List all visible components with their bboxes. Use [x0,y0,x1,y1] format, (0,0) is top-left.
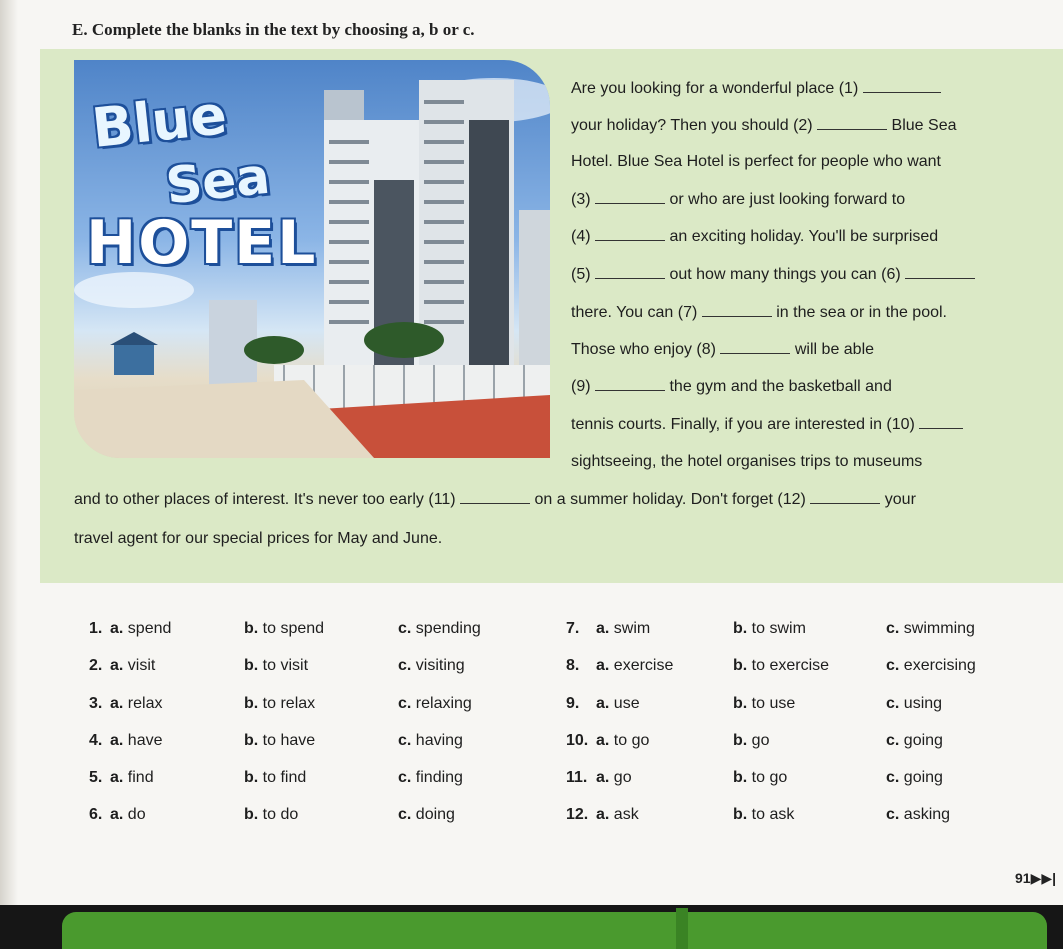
hotel-photo [74,60,550,458]
option-number [566,805,588,825]
option-text: find [127,769,154,786]
option-letter: c. [398,806,412,823]
option-letter: c. [398,695,412,712]
logo-word-sea: Sea [163,146,273,216]
option-text: to exercise [751,657,830,674]
option-text: asking [903,806,951,823]
option-b[interactable] [244,656,308,676]
text-line-2: your holiday? Then you should (2) Blue Sea [571,117,957,134]
page-number: 91▶▶| [1015,870,1057,886]
text-line-12: and to other places of interest. It's never too early (11) on a summer holiday. Don't forget (12) your [74,491,916,508]
option-letter: a. [596,732,610,749]
option-number-label: 6. [89,806,103,823]
option-c[interactable] [886,694,942,714]
option-b[interactable] [733,619,806,639]
option-c[interactable] [886,656,976,676]
option-text: go [751,732,770,749]
option-letter: b. [244,695,259,712]
option-number [566,731,588,751]
option-letter: a. [110,695,124,712]
option-letter: b. [244,620,259,637]
option-number-label: 12. [566,806,589,823]
option-letter: c. [886,769,900,786]
option-number-label: 3. [89,695,103,712]
next-page-notch [676,908,688,949]
option-text: do [127,806,146,823]
option-a[interactable] [596,619,650,639]
option-a[interactable] [110,619,171,639]
exercise-instruction: E. Complete the blanks in the text by choosing a, b or c. [72,20,475,39]
option-number [566,694,579,714]
option-number [89,805,102,825]
option-b[interactable] [244,694,315,714]
option-number [89,656,102,676]
option-letter: a. [596,657,610,674]
option-letter: a. [110,620,124,637]
blank-11[interactable] [460,489,530,504]
option-text: to go [613,732,650,749]
option-number [89,731,102,751]
option-number-label: 5. [89,769,103,786]
option-letter: b. [733,657,748,674]
option-text: to spend [262,620,325,637]
option-letter: b. [733,620,748,637]
option-letter: a. [596,620,610,637]
text-line-4: (3) or who are just looking forward to [571,191,906,208]
option-number-label: 2. [89,657,103,674]
option-letter: b. [733,806,748,823]
blank-6[interactable] [905,264,975,279]
option-letter: a. [110,657,124,674]
option-b[interactable] [733,694,795,714]
option-c[interactable] [398,805,455,825]
option-text: relax [127,695,163,712]
option-b[interactable] [244,731,315,751]
option-text: doing [415,806,455,823]
text-line-7: there. You can (7) in the sea or in the pool. [571,304,947,321]
option-letter: b. [733,695,748,712]
option-b[interactable] [244,619,324,639]
option-text: relaxing [415,695,472,712]
option-b[interactable] [733,805,794,825]
option-number [89,619,102,639]
option-c[interactable] [886,619,975,639]
next-page-edge [62,912,1047,949]
blank-3[interactable] [595,189,665,204]
option-a[interactable] [110,805,146,825]
option-number [566,619,579,639]
text-line-8: Those who enjoy (8) will be able [571,341,875,358]
option-number [566,656,579,676]
text-line-1: Are you looking for a wonderful place (1) [571,78,941,99]
text-line-13: travel agent for our special prices for May and June. [74,530,443,547]
option-letter: c. [398,732,412,749]
option-text: having [415,732,463,749]
option-number-label: 11. [566,769,588,786]
option-number-label: 1. [89,620,103,637]
option-a[interactable] [110,768,154,788]
option-letter: b. [244,732,259,749]
option-c[interactable] [398,731,463,751]
option-number-label: 9. [566,695,580,712]
option-text: to do [262,806,299,823]
option-text: to relax [262,695,316,712]
option-text: going [903,769,943,786]
option-text: spend [127,620,172,637]
option-text: to visit [262,657,309,674]
option-b[interactable] [244,805,298,825]
blank-4[interactable] [595,226,665,241]
option-text: going [903,732,943,749]
option-c[interactable] [398,656,465,676]
option-letter: c. [886,806,900,823]
option-b[interactable] [733,656,829,676]
option-text: finding [415,769,463,786]
option-letter: c. [886,732,900,749]
option-text: to use [751,695,796,712]
option-letter: a. [596,806,610,823]
blank-9[interactable] [595,376,665,391]
option-c[interactable] [398,694,472,714]
option-a[interactable] [110,731,163,751]
option-text: have [127,732,163,749]
option-c[interactable] [886,768,943,788]
option-b[interactable] [244,768,306,788]
blank-5[interactable] [595,264,665,279]
option-letter: c. [398,657,412,674]
option-letter: c. [886,657,900,674]
option-text: go [613,769,632,786]
option-letter: a. [110,769,124,786]
option-letter: a. [110,806,124,823]
option-letter: c. [886,620,900,637]
blank-7[interactable] [702,302,772,317]
text-line-3: Hotel. Blue Sea Hotel is perfect for people who want [571,153,941,170]
option-c[interactable] [886,731,943,751]
option-b[interactable] [733,768,787,788]
option-text: swimming [903,620,975,637]
option-letter: b. [244,806,259,823]
logo-word-hotel: HOTEL [86,208,318,278]
option-number [89,694,102,714]
option-text: swim [613,620,651,637]
option-text: to go [751,769,788,786]
blank-8[interactable] [720,339,790,354]
option-text: exercising [903,657,976,674]
option-text: use [613,695,640,712]
option-a[interactable] [596,731,649,751]
option-letter: b. [244,769,259,786]
text-line-5: (4) an exciting holiday. You'll be surprised [571,228,939,245]
text-line-6: (5) out how many things you can (6) [571,264,975,285]
option-text: to swim [751,620,806,637]
option-text: visit [127,657,156,674]
blank-12[interactable] [810,489,880,504]
option-letter: b. [244,657,259,674]
option-letter: c. [886,695,900,712]
option-text: using [903,695,943,712]
option-number-label: 7. [566,620,580,637]
option-letter: c. [398,620,412,637]
option-letter: b. [733,769,748,786]
option-c[interactable] [886,805,950,825]
option-number-label: 8. [566,657,580,674]
option-a[interactable] [596,656,673,676]
option-letter: a. [596,769,610,786]
option-b[interactable] [733,731,769,751]
blank-2[interactable] [817,115,887,130]
option-text: to ask [751,806,795,823]
option-letter: a. [596,695,610,712]
option-letter: b. [733,732,748,749]
option-letter: c. [398,769,412,786]
blank-10[interactable] [919,414,963,429]
option-text: visiting [415,657,465,674]
fast-forward-icon: ▶▶| [1030,870,1057,886]
page-gutter-shadow [0,0,18,905]
text-line-9: (9) the gym and the basketball and [571,378,892,395]
option-a[interactable] [596,805,639,825]
option-letter: a. [110,732,124,749]
blank-1[interactable] [863,78,941,93]
option-a[interactable] [110,656,155,676]
option-text: exercise [613,657,674,674]
text-line-10: tennis courts. Finally, if you are interested in (10) [571,414,963,435]
option-number-label: 10. [566,732,589,749]
option-text: to have [262,732,316,749]
text-line-11: sightseeing, the hotel organises trips to museums [571,453,923,470]
option-c[interactable] [398,619,481,639]
option-number-label: 4. [89,732,103,749]
option-text: to find [262,769,307,786]
option-number [89,768,102,788]
option-a[interactable] [596,694,640,714]
option-text: ask [613,806,639,823]
option-number [566,768,587,788]
logo-word-blue: Blue [89,83,230,160]
option-text: spending [415,620,481,637]
option-c[interactable] [398,768,463,788]
option-a[interactable] [596,768,632,788]
option-a[interactable] [110,694,162,714]
